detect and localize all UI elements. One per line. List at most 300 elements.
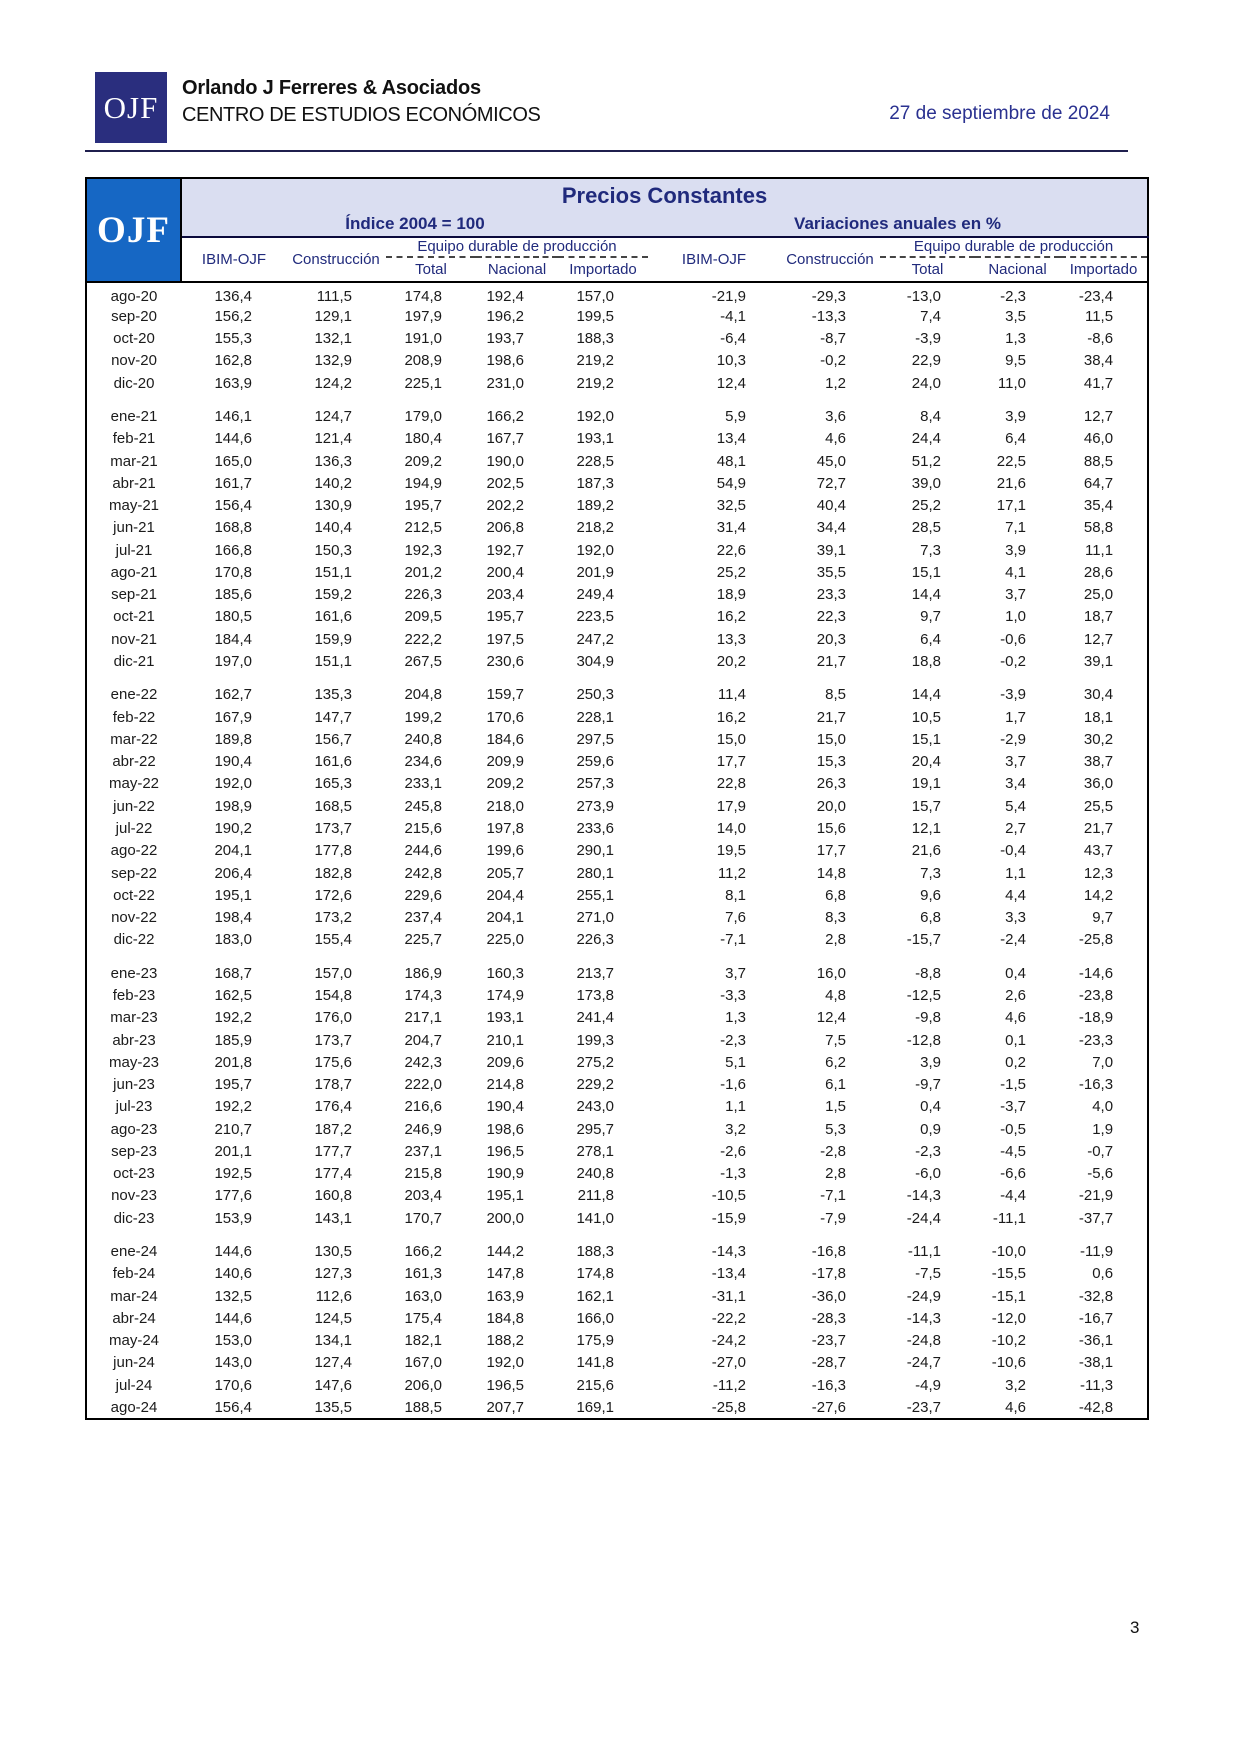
value-cell: -24,2 <box>711 1332 746 1350</box>
table-row <box>86 305 1148 327</box>
value-cell: 132,9 <box>314 352 352 370</box>
value-cell: -10,5 <box>711 1187 746 1205</box>
value-cell: 39,0 <box>911 474 941 492</box>
value-cell: 11,4 <box>717 686 746 704</box>
value-cell: 198,4 <box>214 909 252 927</box>
value-cell: 7,3 <box>920 864 941 882</box>
value-cell: 192,5 <box>214 1165 252 1183</box>
value-cell: 11,2 <box>717 864 746 882</box>
value-cell: 167,7 <box>486 430 524 448</box>
value-cell: -21,9 <box>711 288 746 306</box>
month-cell: oct-20 <box>113 330 155 348</box>
month-cell: ago-20 <box>110 288 158 306</box>
value-cell: 173,2 <box>314 909 352 927</box>
value-cell: 244,6 <box>404 842 442 860</box>
value-cell: 160,8 <box>314 1187 352 1205</box>
value-cell: 3,9 <box>920 1053 941 1071</box>
table-row <box>86 884 1148 906</box>
value-cell: 195,1 <box>486 1187 524 1205</box>
value-cell: 7,1 <box>1005 519 1026 537</box>
table-row <box>86 1162 1148 1184</box>
value-cell: 3,7 <box>725 964 746 982</box>
value-cell: 297,5 <box>576 730 614 748</box>
value-cell: 215,6 <box>404 820 442 837</box>
value-cell: 34,4 <box>816 519 846 537</box>
value-cell: -23,3 <box>1078 1031 1114 1049</box>
value-cell: 25,5 <box>1083 797 1114 815</box>
value-cell: 2,8 <box>825 931 846 949</box>
value-cell: 64,7 <box>1083 474 1114 492</box>
month-cell: ene-23 <box>110 964 158 982</box>
group-header-equipo-index: Equipo durable de producción <box>386 237 648 257</box>
table-row <box>86 328 1148 350</box>
value-cell: 39,1 <box>816 541 846 559</box>
value-cell: 206,8 <box>486 519 524 537</box>
value-cell: 211,8 <box>577 1187 614 1205</box>
value-cell: 209,6 <box>486 1053 524 1071</box>
value-cell: 11,1 <box>1084 541 1114 559</box>
value-cell: 177,8 <box>314 842 352 860</box>
value-cell: 210,1 <box>486 1031 524 1049</box>
value-cell: 35,5 <box>816 563 846 581</box>
value-cell: -4,4 <box>1000 1187 1026 1205</box>
value-cell: 1,5 <box>825 1098 846 1116</box>
value-cell: 16,0 <box>816 964 846 982</box>
value-cell: 174,8 <box>404 288 442 306</box>
page-number: 3 <box>1130 1618 1140 1637</box>
value-cell: 225,1 <box>404 374 442 392</box>
value-cell: -5,6 <box>1087 1165 1114 1183</box>
value-cell: 157,0 <box>314 964 352 982</box>
value-cell: 54,9 <box>716 474 746 492</box>
value-cell: -7,1 <box>820 1187 846 1205</box>
value-cell: 156,2 <box>214 307 252 325</box>
value-cell: 160,3 <box>486 964 524 982</box>
month-cell: nov-23 <box>111 1187 157 1205</box>
value-cell: 4,1 <box>1005 563 1026 581</box>
value-cell: 46,0 <box>1083 430 1114 448</box>
value-cell: 226,3 <box>576 931 614 949</box>
value-cell: 14,4 <box>911 686 941 704</box>
value-cell: 12,3 <box>1083 864 1114 882</box>
table-row <box>86 1029 1148 1051</box>
value-cell: -7,5 <box>915 1265 941 1283</box>
value-cell: 280,1 <box>576 864 614 882</box>
report-date: 27 de septiembre de 2024 <box>889 103 1110 124</box>
table-row <box>86 1207 1148 1229</box>
value-cell: 174,8 <box>576 1265 614 1283</box>
value-cell: 20,3 <box>816 630 846 648</box>
value-cell: 1,3 <box>725 1009 746 1027</box>
value-cell: 175,4 <box>404 1309 442 1327</box>
value-cell: 10,3 <box>716 352 746 370</box>
gap-cell <box>86 951 1148 962</box>
value-cell: 192,2 <box>214 1098 252 1116</box>
value-cell: 134,1 <box>314 1332 352 1350</box>
value-cell: 15,3 <box>816 753 846 771</box>
month-cell: nov-22 <box>111 909 157 927</box>
value-cell: -28,3 <box>811 1309 846 1327</box>
table-row <box>86 751 1148 773</box>
value-cell: 209,2 <box>486 775 524 793</box>
value-cell: 259,6 <box>576 753 614 771</box>
table-row <box>86 1007 1148 1029</box>
value-cell: -3,9 <box>915 330 941 348</box>
value-cell: 39,1 <box>1083 653 1114 671</box>
value-cell: 192,0 <box>486 1354 524 1372</box>
value-cell: -24,4 <box>906 1209 941 1227</box>
value-cell: 229,6 <box>404 886 442 904</box>
company-logo-text: OJF <box>103 89 159 125</box>
value-cell: 3,3 <box>1005 909 1026 927</box>
value-cell: 153,9 <box>214 1209 252 1227</box>
value-cell: 7,4 <box>920 307 941 325</box>
value-cell: 143,1 <box>314 1209 352 1227</box>
value-cell: 127,4 <box>314 1354 352 1372</box>
value-cell: 216,6 <box>404 1098 442 1116</box>
col-header-total-var: Total <box>880 257 975 282</box>
value-cell: 180,4 <box>404 430 442 448</box>
value-cell: 179,0 <box>404 408 442 426</box>
value-cell: 5,1 <box>725 1053 746 1071</box>
value-cell: 225,0 <box>486 931 524 949</box>
value-cell: -8,7 <box>820 330 846 348</box>
value-cell: 197,8 <box>486 820 524 837</box>
value-cell: 167,0 <box>404 1354 442 1372</box>
table-row <box>86 906 1148 928</box>
value-cell: 153,0 <box>214 1332 252 1350</box>
value-cell: 201,9 <box>576 563 614 581</box>
value-cell: 217,1 <box>404 1009 442 1027</box>
value-cell: 162,7 <box>214 686 252 704</box>
value-cell: -15,1 <box>991 1287 1026 1305</box>
value-cell: -11,1 <box>907 1243 941 1261</box>
value-cell: 1,2 <box>825 374 846 392</box>
value-cell: 190,9 <box>486 1165 524 1183</box>
value-cell: 185,6 <box>214 586 252 604</box>
value-cell: 8,5 <box>825 686 846 704</box>
value-cell: 17,7 <box>716 753 746 771</box>
value-cell: -10,6 <box>991 1354 1026 1372</box>
value-cell: -4,1 <box>720 307 746 325</box>
value-cell: 150,3 <box>314 541 352 559</box>
month-cell: jul-22 <box>115 820 153 837</box>
gap-cell <box>86 1229 1148 1240</box>
month-cell: jun-22 <box>113 797 155 815</box>
value-cell: 192,0 <box>214 775 252 793</box>
value-cell: 22,5 <box>996 452 1026 470</box>
value-cell: -14,3 <box>906 1309 941 1327</box>
value-cell: 271,0 <box>576 909 614 927</box>
value-cell: 9,5 <box>1005 352 1026 370</box>
value-cell: 1,7 <box>1005 708 1026 726</box>
value-cell: 2,6 <box>1005 986 1026 1004</box>
value-cell: -17,8 <box>811 1265 846 1283</box>
value-cell: -10,2 <box>991 1332 1026 1350</box>
table-row <box>86 517 1148 539</box>
value-cell: 4,4 <box>1005 886 1026 904</box>
value-cell: 190,2 <box>214 820 252 837</box>
month-cell: ene-21 <box>110 408 158 426</box>
value-cell: 124,2 <box>314 374 352 392</box>
value-cell: -0,6 <box>1000 630 1026 648</box>
value-cell: 161,3 <box>404 1265 442 1283</box>
value-cell: 195,7 <box>404 497 442 515</box>
value-cell: 21,7 <box>1083 820 1114 837</box>
value-cell: 170,6 <box>486 708 524 726</box>
month-cell: jun-21 <box>113 519 155 537</box>
value-cell: 135,5 <box>314 1398 352 1416</box>
month-cell: jul-24 <box>115 1376 153 1394</box>
month-cell: may-23 <box>108 1053 160 1071</box>
month-cell: may-21 <box>108 497 160 515</box>
month-cell: mar-23 <box>110 1009 158 1027</box>
month-cell: dic-23 <box>113 1209 155 1227</box>
value-cell: -16,8 <box>811 1243 846 1261</box>
value-cell: 163,9 <box>486 1287 524 1305</box>
value-cell: 190,4 <box>486 1098 524 1116</box>
value-cell: 3,7 <box>1005 753 1026 771</box>
value-cell: 304,9 <box>576 653 614 671</box>
table-row <box>86 1374 1148 1396</box>
value-cell: -9,7 <box>915 1076 941 1094</box>
value-cell: -3,3 <box>720 986 746 1004</box>
month-cell: mar-22 <box>110 730 158 748</box>
value-cell: 112,6 <box>315 1287 352 1305</box>
value-cell: 3,7 <box>1005 586 1026 604</box>
value-cell: 14,2 <box>1083 886 1114 904</box>
value-cell: 267,5 <box>404 653 442 671</box>
value-cell: 201,2 <box>404 563 442 581</box>
value-cell: 192,3 <box>404 541 442 559</box>
table-row <box>86 350 1148 372</box>
value-cell: 40,4 <box>816 497 846 515</box>
value-cell: 1,1 <box>725 1098 746 1116</box>
month-cell: sep-22 <box>111 864 157 882</box>
value-cell: 191,0 <box>404 330 442 348</box>
value-cell: 174,3 <box>404 986 442 1004</box>
table-row <box>86 1307 1148 1329</box>
month-cell: dic-20 <box>113 374 155 392</box>
value-cell: -32,8 <box>1078 1287 1114 1305</box>
value-cell: 7,3 <box>920 541 941 559</box>
value-cell: 290,1 <box>576 842 614 860</box>
table-body <box>86 282 1148 1419</box>
value-cell: -15,5 <box>991 1265 1026 1283</box>
value-cell: 230,6 <box>486 653 524 671</box>
value-cell: -7,9 <box>820 1209 846 1227</box>
value-cell: -18,9 <box>1078 1009 1114 1027</box>
value-cell: 32,5 <box>716 497 746 515</box>
value-cell: 129,1 <box>314 307 352 325</box>
month-cell: feb-21 <box>112 430 156 448</box>
value-cell: 88,5 <box>1083 452 1114 470</box>
value-cell: 17,1 <box>996 497 1026 515</box>
table-row <box>86 1263 1148 1285</box>
value-cell: 22,9 <box>911 352 941 370</box>
col-header-nacional-var: Nacional <box>975 257 1060 282</box>
value-cell: -23,7 <box>811 1332 846 1350</box>
value-cell: 25,2 <box>911 497 941 515</box>
value-cell: 208,9 <box>404 352 442 370</box>
value-cell: 206,0 <box>404 1376 442 1394</box>
month-cell: jun-23 <box>113 1076 155 1094</box>
value-cell: 275,2 <box>576 1053 614 1071</box>
month-cell: jun-24 <box>113 1354 155 1372</box>
value-cell: 2,7 <box>1005 820 1026 837</box>
value-cell: 6,8 <box>825 886 846 904</box>
value-cell: -16,3 <box>1078 1076 1114 1094</box>
value-cell: 136,3 <box>314 452 352 470</box>
org-name: Orlando J Ferreres & Asociados <box>182 77 481 99</box>
value-cell: 198,6 <box>486 1120 524 1138</box>
value-cell: 147,6 <box>314 1376 352 1394</box>
value-cell: 177,4 <box>314 1165 352 1183</box>
value-cell: 151,1 <box>314 563 352 581</box>
value-cell: 6,8 <box>920 909 941 927</box>
value-cell: -7,1 <box>720 931 746 949</box>
value-cell: 228,5 <box>576 452 614 470</box>
col-header-nacional-index: Nacional <box>476 257 558 282</box>
year-group-gap <box>86 1229 1148 1240</box>
value-cell: 184,4 <box>214 630 252 648</box>
value-cell: 250,3 <box>576 686 614 704</box>
value-cell: -11,1 <box>992 1209 1026 1227</box>
value-cell: 144,6 <box>214 1309 252 1327</box>
value-cell: -2,6 <box>720 1142 746 1160</box>
value-cell: 278,1 <box>576 1142 614 1160</box>
value-cell: 24,4 <box>911 430 941 448</box>
value-cell: 121,4 <box>314 430 352 448</box>
price-index-table <box>85 177 1149 1420</box>
value-cell: -3,7 <box>1000 1098 1026 1116</box>
value-cell: 189,8 <box>214 730 252 748</box>
value-cell: 25,0 <box>1083 586 1114 604</box>
table-row <box>86 862 1148 884</box>
value-cell: -1,6 <box>720 1076 746 1094</box>
value-cell: 228,1 <box>576 708 614 726</box>
table-row <box>86 472 1148 494</box>
value-cell: 188,3 <box>576 330 614 348</box>
value-cell: 13,4 <box>716 430 746 448</box>
value-cell: 140,6 <box>214 1265 252 1283</box>
month-cell: ago-24 <box>110 1398 158 1416</box>
value-cell: 0,4 <box>920 1098 941 1116</box>
value-cell: 246,9 <box>404 1120 442 1138</box>
table-row <box>86 1073 1148 1095</box>
value-cell: 6,4 <box>1005 430 1026 448</box>
value-cell: 58,8 <box>1083 519 1114 537</box>
value-cell: 7,5 <box>825 1031 846 1049</box>
value-cell: 159,2 <box>314 586 352 604</box>
value-cell: 5,3 <box>825 1120 846 1138</box>
month-cell: jul-23 <box>115 1098 153 1116</box>
value-cell: 4,0 <box>1092 1098 1114 1116</box>
table-row <box>86 684 1148 706</box>
value-cell: 22,8 <box>716 775 746 793</box>
value-cell: -0,2 <box>820 352 846 370</box>
month-cell: ago-23 <box>110 1120 158 1138</box>
table-row <box>86 1118 1148 1140</box>
value-cell: 193,1 <box>576 430 614 448</box>
value-cell: 12,4 <box>816 1009 846 1027</box>
table-row <box>86 773 1148 795</box>
value-cell: 159,9 <box>314 630 352 648</box>
value-cell: 0,9 <box>920 1120 941 1138</box>
value-cell: 177,7 <box>314 1142 352 1160</box>
month-cell: abr-22 <box>112 753 156 771</box>
value-cell: 21,6 <box>911 842 941 860</box>
month-cell: ago-22 <box>110 842 158 860</box>
value-cell: -31,1 <box>711 1287 746 1305</box>
value-cell: 155,4 <box>314 931 352 949</box>
value-cell: 201,1 <box>214 1142 252 1160</box>
value-cell: 196,5 <box>486 1376 524 1394</box>
value-cell: 196,2 <box>486 307 524 325</box>
value-cell: 192,0 <box>576 408 614 426</box>
value-cell: 166,0 <box>576 1309 614 1327</box>
value-cell: 194,9 <box>404 474 442 492</box>
value-cell: 199,3 <box>576 1031 614 1049</box>
value-cell: 7,6 <box>725 909 746 927</box>
value-cell: 222,2 <box>404 630 442 648</box>
table-header <box>86 178 1148 282</box>
value-cell: 173,8 <box>576 986 614 1004</box>
value-cell: 163,9 <box>214 374 252 392</box>
value-cell: 72,7 <box>816 474 846 492</box>
value-cell: -2,3 <box>720 1031 746 1049</box>
col-header-construccion-var: Construcción <box>780 237 880 282</box>
value-cell: -28,7 <box>811 1354 846 1372</box>
month-cell: ene-22 <box>110 686 158 704</box>
value-cell: 207,7 <box>486 1398 524 1416</box>
value-cell: 22,3 <box>816 608 846 626</box>
value-cell: 204,8 <box>404 686 442 704</box>
value-cell: -6,4 <box>720 330 746 348</box>
value-cell: -37,7 <box>1078 1209 1114 1227</box>
value-cell: 215,6 <box>576 1376 614 1394</box>
value-cell: -1,5 <box>1000 1076 1026 1094</box>
month-cell: abr-23 <box>112 1031 156 1049</box>
month-cell: sep-20 <box>111 307 157 325</box>
value-cell: 3,4 <box>1005 775 1026 793</box>
value-cell: 43,7 <box>1083 842 1114 860</box>
value-cell: 237,1 <box>404 1142 442 1160</box>
value-cell: -36,1 <box>1078 1332 1114 1350</box>
value-cell: 151,1 <box>314 653 352 671</box>
value-cell: -12,0 <box>991 1309 1026 1327</box>
month-cell: feb-23 <box>112 986 156 1004</box>
value-cell: -0,7 <box>1087 1142 1114 1160</box>
value-cell: 141,0 <box>576 1209 614 1227</box>
value-cell: 198,9 <box>214 797 252 815</box>
value-cell: 242,8 <box>404 864 442 882</box>
value-cell: 25,2 <box>716 563 746 581</box>
value-cell: 156,4 <box>214 1398 252 1416</box>
table-row <box>86 728 1148 750</box>
table-row <box>86 282 1148 305</box>
value-cell: 12,7 <box>1083 630 1114 648</box>
value-cell: 209,9 <box>486 753 524 771</box>
value-cell: 5,4 <box>1005 797 1026 815</box>
value-cell: -23,4 <box>1078 288 1114 306</box>
value-cell: 8,4 <box>920 408 941 426</box>
value-cell: 255,1 <box>576 886 614 904</box>
value-cell: 243,0 <box>576 1098 614 1116</box>
value-cell: 2,8 <box>825 1165 846 1183</box>
table-row <box>86 962 1148 984</box>
value-cell: 189,2 <box>576 497 614 515</box>
